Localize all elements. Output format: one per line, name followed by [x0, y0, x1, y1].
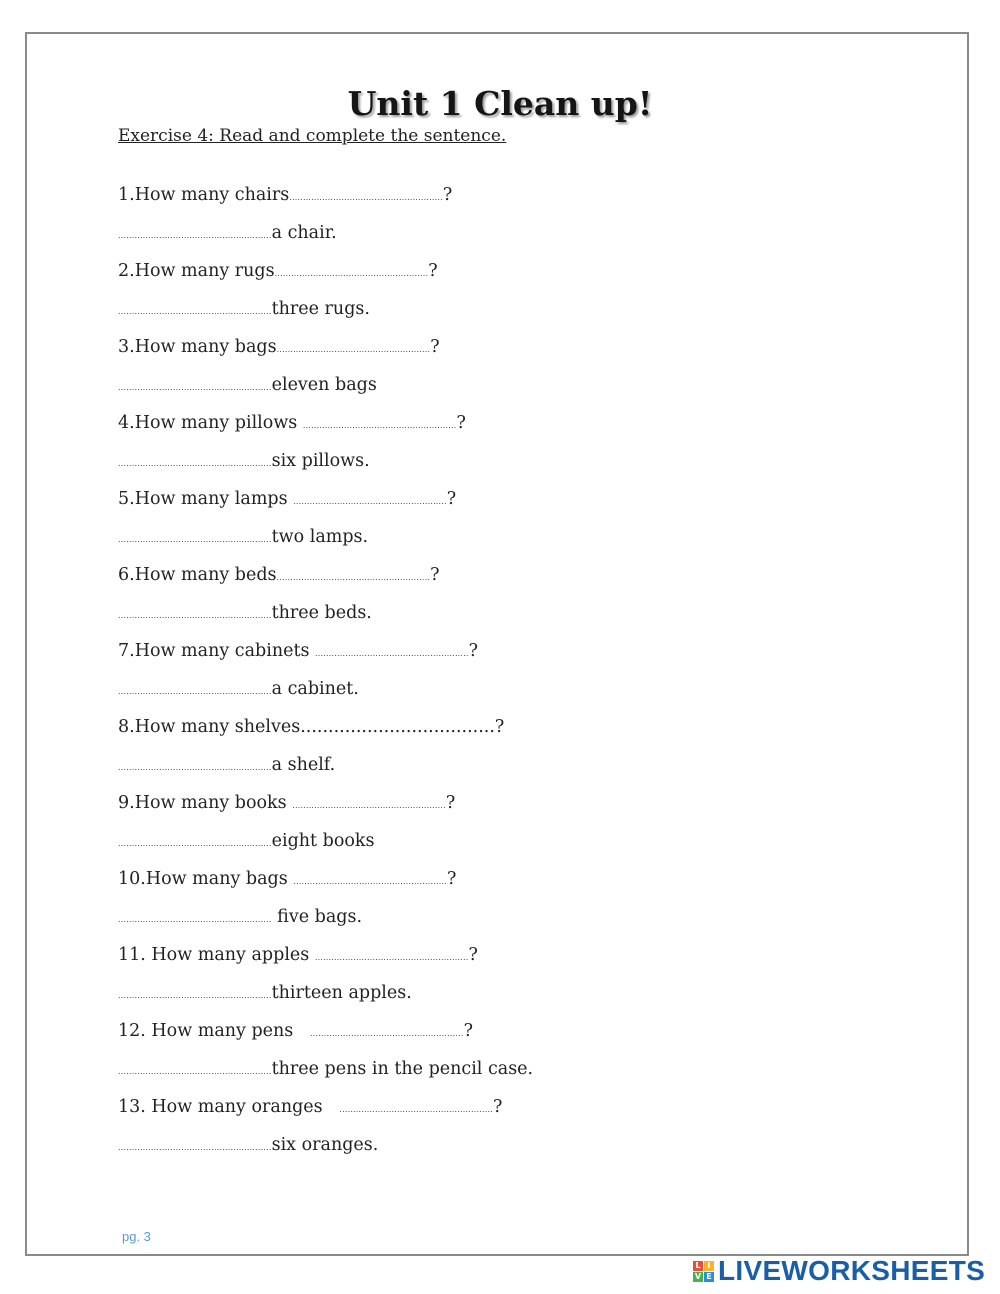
question-mark: ?: [492, 1097, 503, 1117]
question-line: [118, 1020, 878, 1058]
question-line: [118, 564, 878, 602]
question-text: 6.How many beds: [118, 565, 277, 585]
answer-text: three rugs.: [271, 299, 370, 319]
question-text: 9.How many books: [118, 793, 287, 813]
question-blank[interactable]: ........................................................: [314, 953, 469, 962]
logo-icon: L I V E: [693, 1261, 714, 1282]
question-mark: ?: [468, 641, 479, 661]
exercise-list: [118, 184, 878, 1172]
question-blank[interactable]: ........................................................: [315, 649, 469, 658]
question-mark: ?: [430, 337, 440, 357]
question-line: [118, 260, 878, 298]
answer-blank[interactable]: ........................................................: [118, 459, 272, 468]
page-number: pg. 3: [122, 1229, 151, 1244]
answer-blank[interactable]: ........................................................: [118, 763, 272, 772]
exercise-instruction: Exercise 4: Read and complete the sentence.: [118, 126, 507, 146]
question-gap: [293, 1021, 310, 1041]
question-text: 1.How many chairs: [118, 185, 290, 205]
answer-text: three beds.: [271, 603, 372, 623]
question-gap: [323, 1097, 340, 1117]
question-mark: ?: [445, 793, 456, 813]
answer-text: six oranges.: [271, 1135, 379, 1155]
answer-line: [118, 1134, 878, 1172]
question-blank[interactable]: ........................................................: [293, 877, 447, 886]
answer-text: a chair.: [271, 223, 337, 243]
question-text: 12. How many pens: [118, 1021, 294, 1041]
answer-blank[interactable]: ........................................................: [118, 383, 272, 392]
answer-text: three pens in the pencil case.: [271, 1059, 534, 1079]
question-text: 11. How many apples: [118, 945, 310, 965]
answer-text: six pillows.: [271, 451, 370, 471]
answer-blank[interactable]: ........................................................: [118, 1067, 272, 1076]
question-blank[interactable]: ........................................................: [302, 421, 457, 430]
question-mark: ?: [494, 717, 505, 737]
question-mark: ?: [446, 869, 457, 889]
answer-blank[interactable]: ........................................................: [118, 1143, 272, 1152]
question-text: 7.How many cabinets: [118, 641, 310, 661]
answer-text: two lamps.: [271, 527, 369, 547]
answer-blank[interactable]: ........................................................: [118, 611, 272, 620]
answer-line: [118, 906, 878, 944]
question-mark: ?: [430, 565, 440, 585]
answer-line: [118, 754, 878, 792]
answer-line: [118, 602, 878, 640]
question-line: [118, 868, 878, 906]
brand-name: LIVEWORKSHEETS: [718, 1255, 986, 1286]
answer-text: thirteen apples.: [271, 983, 412, 1003]
question-line: [118, 716, 878, 754]
question-text: 3.How many bags: [118, 337, 277, 357]
question-line: [118, 640, 878, 678]
question-line: [118, 1096, 878, 1134]
question-blank[interactable]: ........................................................: [339, 1105, 493, 1114]
answer-line: [118, 298, 878, 336]
answer-line: [118, 1058, 878, 1096]
question-mark: ?: [456, 413, 466, 433]
answer-line: [118, 526, 878, 564]
answer-text: five bags.: [271, 907, 363, 927]
question-blank[interactable]: ........................................................: [289, 193, 443, 202]
answer-line: [118, 982, 878, 1020]
answer-text: eight books: [271, 831, 375, 851]
question-blank[interactable]: ........................................................: [274, 269, 429, 278]
question-text: 2.How many rugs: [118, 261, 275, 281]
question-blank[interactable]: ........................................................: [310, 1029, 464, 1038]
question-blank[interactable]: ........................................................: [292, 801, 446, 810]
answer-line: [118, 374, 878, 412]
answer-blank[interactable]: ........................................................: [118, 687, 272, 696]
answer-text: a shelf.: [271, 755, 336, 775]
question-line: [118, 488, 878, 526]
question-text: 10.How many bags: [118, 869, 288, 889]
question-text: 4.How many pillows: [118, 413, 298, 433]
answer-blank[interactable]: ........................................................: [118, 991, 272, 1000]
answer-line: [118, 678, 878, 716]
answer-line: [118, 450, 878, 488]
answer-text: eleven bags: [271, 375, 377, 395]
answer-line: [118, 222, 878, 260]
question-blank[interactable]: ...................................: [300, 717, 495, 737]
question-text: 5.How many lamps: [118, 489, 288, 509]
question-mark: ?: [428, 261, 438, 281]
answer-blank[interactable]: ........................................................: [118, 839, 272, 848]
answer-line: [118, 830, 878, 868]
question-mark: ?: [468, 945, 478, 965]
page-title: Unit 1 Clean up!: [347, 84, 653, 123]
question-mark: ?: [442, 185, 453, 205]
question-mark: ?: [446, 489, 457, 509]
question-blank[interactable]: ........................................................: [293, 497, 447, 506]
answer-blank[interactable]: ........................................................: [118, 307, 272, 316]
question-text: 8.How many shelves: [118, 717, 301, 737]
question-line: [118, 412, 878, 450]
question-line: [118, 336, 878, 374]
question-text: 13. How many oranges: [118, 1097, 323, 1117]
answer-blank[interactable]: ........................................................: [118, 231, 272, 240]
answer-blank[interactable]: ........................................................: [118, 535, 272, 544]
question-line: [118, 792, 878, 830]
question-line: [118, 944, 878, 982]
question-mark: ?: [463, 1021, 473, 1041]
liveworksheets-logo: [693, 1255, 985, 1287]
question-blank[interactable]: ........................................................: [276, 345, 431, 354]
answer-blank[interactable]: ........................................................: [118, 915, 272, 924]
question-line: [118, 184, 878, 222]
question-blank[interactable]: ........................................................: [276, 573, 431, 582]
answer-text: a cabinet.: [271, 679, 359, 699]
